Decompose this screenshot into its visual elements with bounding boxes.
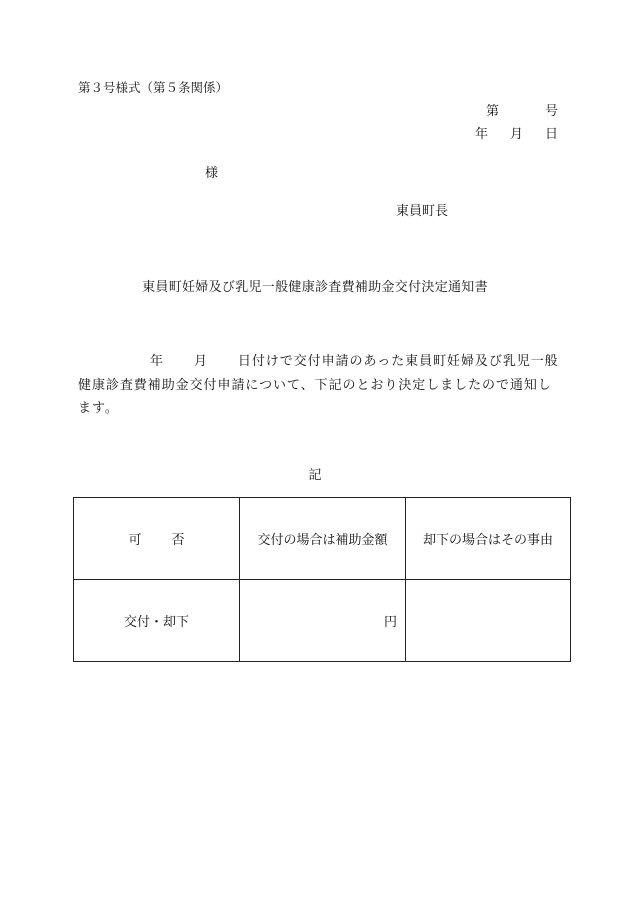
header-approval-yes: 可 [128, 533, 142, 548]
sender-name: 東員町長 [396, 204, 449, 219]
body-year: 年 [150, 354, 164, 369]
header-reason: 却下の場合はその事由 [406, 498, 571, 580]
number-suffix: 号 [544, 104, 558, 119]
document-number-line [486, 100, 558, 119]
decision-cell: 交付・却下 [74, 580, 240, 662]
reason-cell [406, 580, 571, 662]
header-amount: 交付の場合は補助金額 [240, 498, 406, 580]
date-month: 月 [509, 127, 523, 142]
amount-cell: 円 [240, 580, 406, 662]
table-header-row [74, 498, 571, 580]
body-month: 月 [193, 354, 208, 369]
decision-table [73, 497, 571, 662]
addressee-suffix: 様 [205, 166, 219, 181]
date-year: 年 [474, 127, 488, 142]
date-day: 日 [544, 127, 558, 142]
number-prefix: 第 [485, 104, 499, 119]
document-title: 東員町妊婦及び乳児一般健康診査費補助金交付決定通知書 [142, 280, 488, 295]
document-date-line [475, 123, 558, 142]
table-row [74, 580, 571, 662]
notice-body [78, 350, 560, 421]
form-number-label: 第３号様式（第５条関係） [78, 80, 229, 95]
header-approval-no: 否 [171, 533, 185, 548]
body-text: 日付けで交付申請のあった東員町妊婦及び乳児一般健康診査費補助金交付申請について、下記のとおり決定しましたので通知します。 [78, 354, 559, 416]
ki-heading: 記 [308, 468, 322, 483]
header-approval [74, 498, 240, 580]
